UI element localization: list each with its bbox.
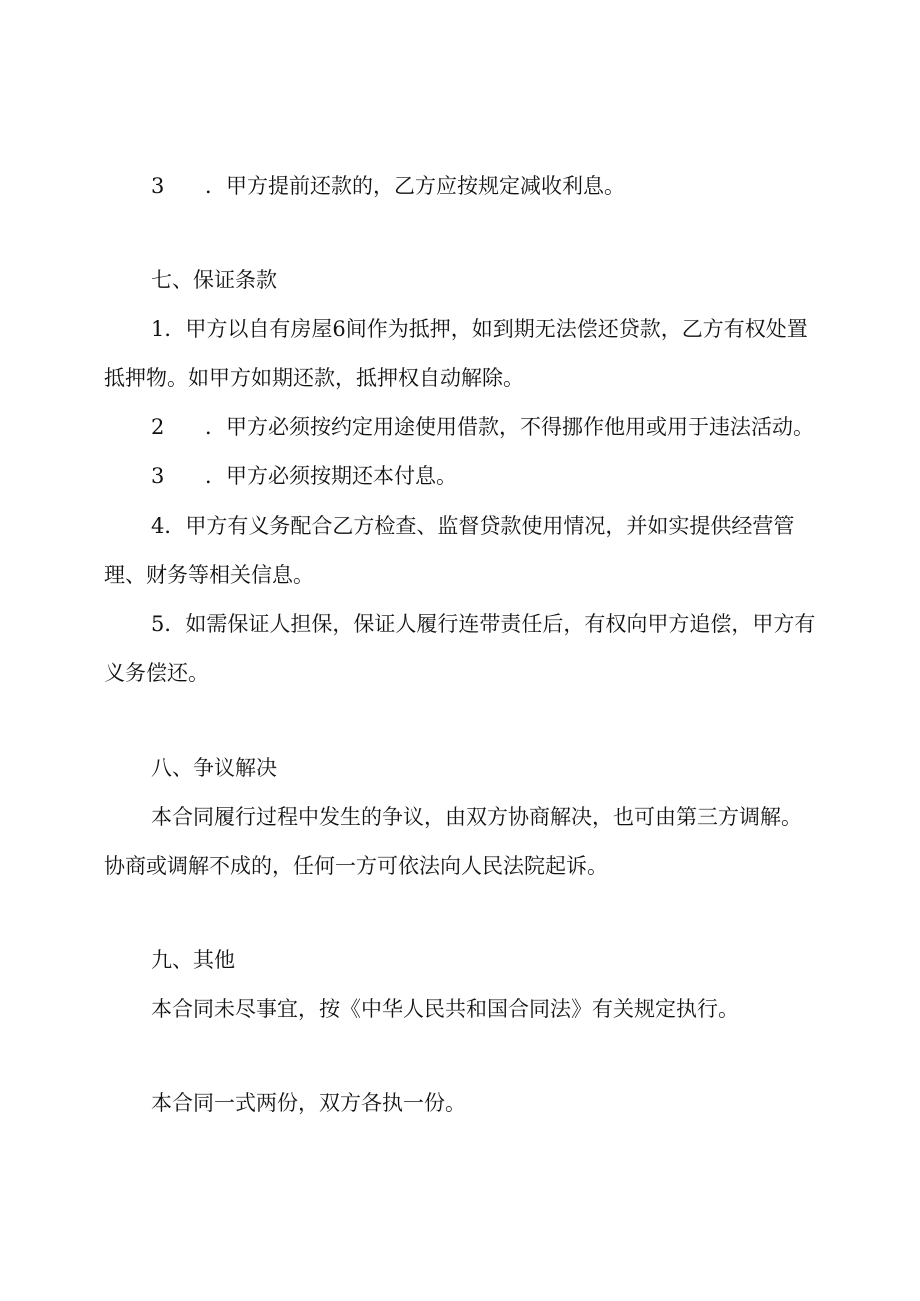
clause7-item2-text: ．甲方必须按约定用途使用借款，不得挪作他用或用于违法活动。 [205,415,814,439]
clause7-heading: 七、保证条款 [151,268,277,292]
clause7-item1-line2: 抵押物。如甲方如期还款，抵押权自动解除。 [104,366,524,390]
clause8-heading: 八、争议解决 [151,756,277,780]
clause7-item2-number: 2 [151,415,165,439]
clause6-item3-text: ．甲方提前还款的，乙方应按规定减收利息。 [205,174,625,198]
clause9-heading: 九、其他 [151,948,235,972]
clause7-item3-number: 3 [151,464,165,488]
clause7-item1-line1: 1．甲方以自有房屋6间作为抵押，如到期无法偿还贷款，乙方有权处置 [151,317,808,341]
clause7-item3-text: ．甲方必须按期还本付息。 [205,464,457,488]
clause7-item4-line2: 理、财务等相关信息。 [104,563,314,587]
clause9-line1: 本合同未尽事宜，按《中华人民共和国合同法》有关规定执行。 [151,997,739,1021]
clause7-item5-line2: 义务偿还。 [104,661,209,685]
clause7-item4-line1: 4．甲方有义务配合乙方检查、监督贷款使用情况，并如实提供经营管 [151,514,795,538]
closing-statement: 本合同一式两份，双方各执一份。 [151,1091,466,1115]
clause8-line2: 协商或调解不成的，任何一方可依法向人民法院起诉。 [104,854,608,878]
clause8-line1: 本合同履行过程中发生的争议，由双方协商解决，也可由第三方调解。 [151,805,802,829]
clause7-item5-line1: 5．如需保证人担保，保证人履行连带责任后，有权向甲方追偿，甲方有 [151,612,816,636]
clause6-item3-number: 3 [151,174,165,198]
